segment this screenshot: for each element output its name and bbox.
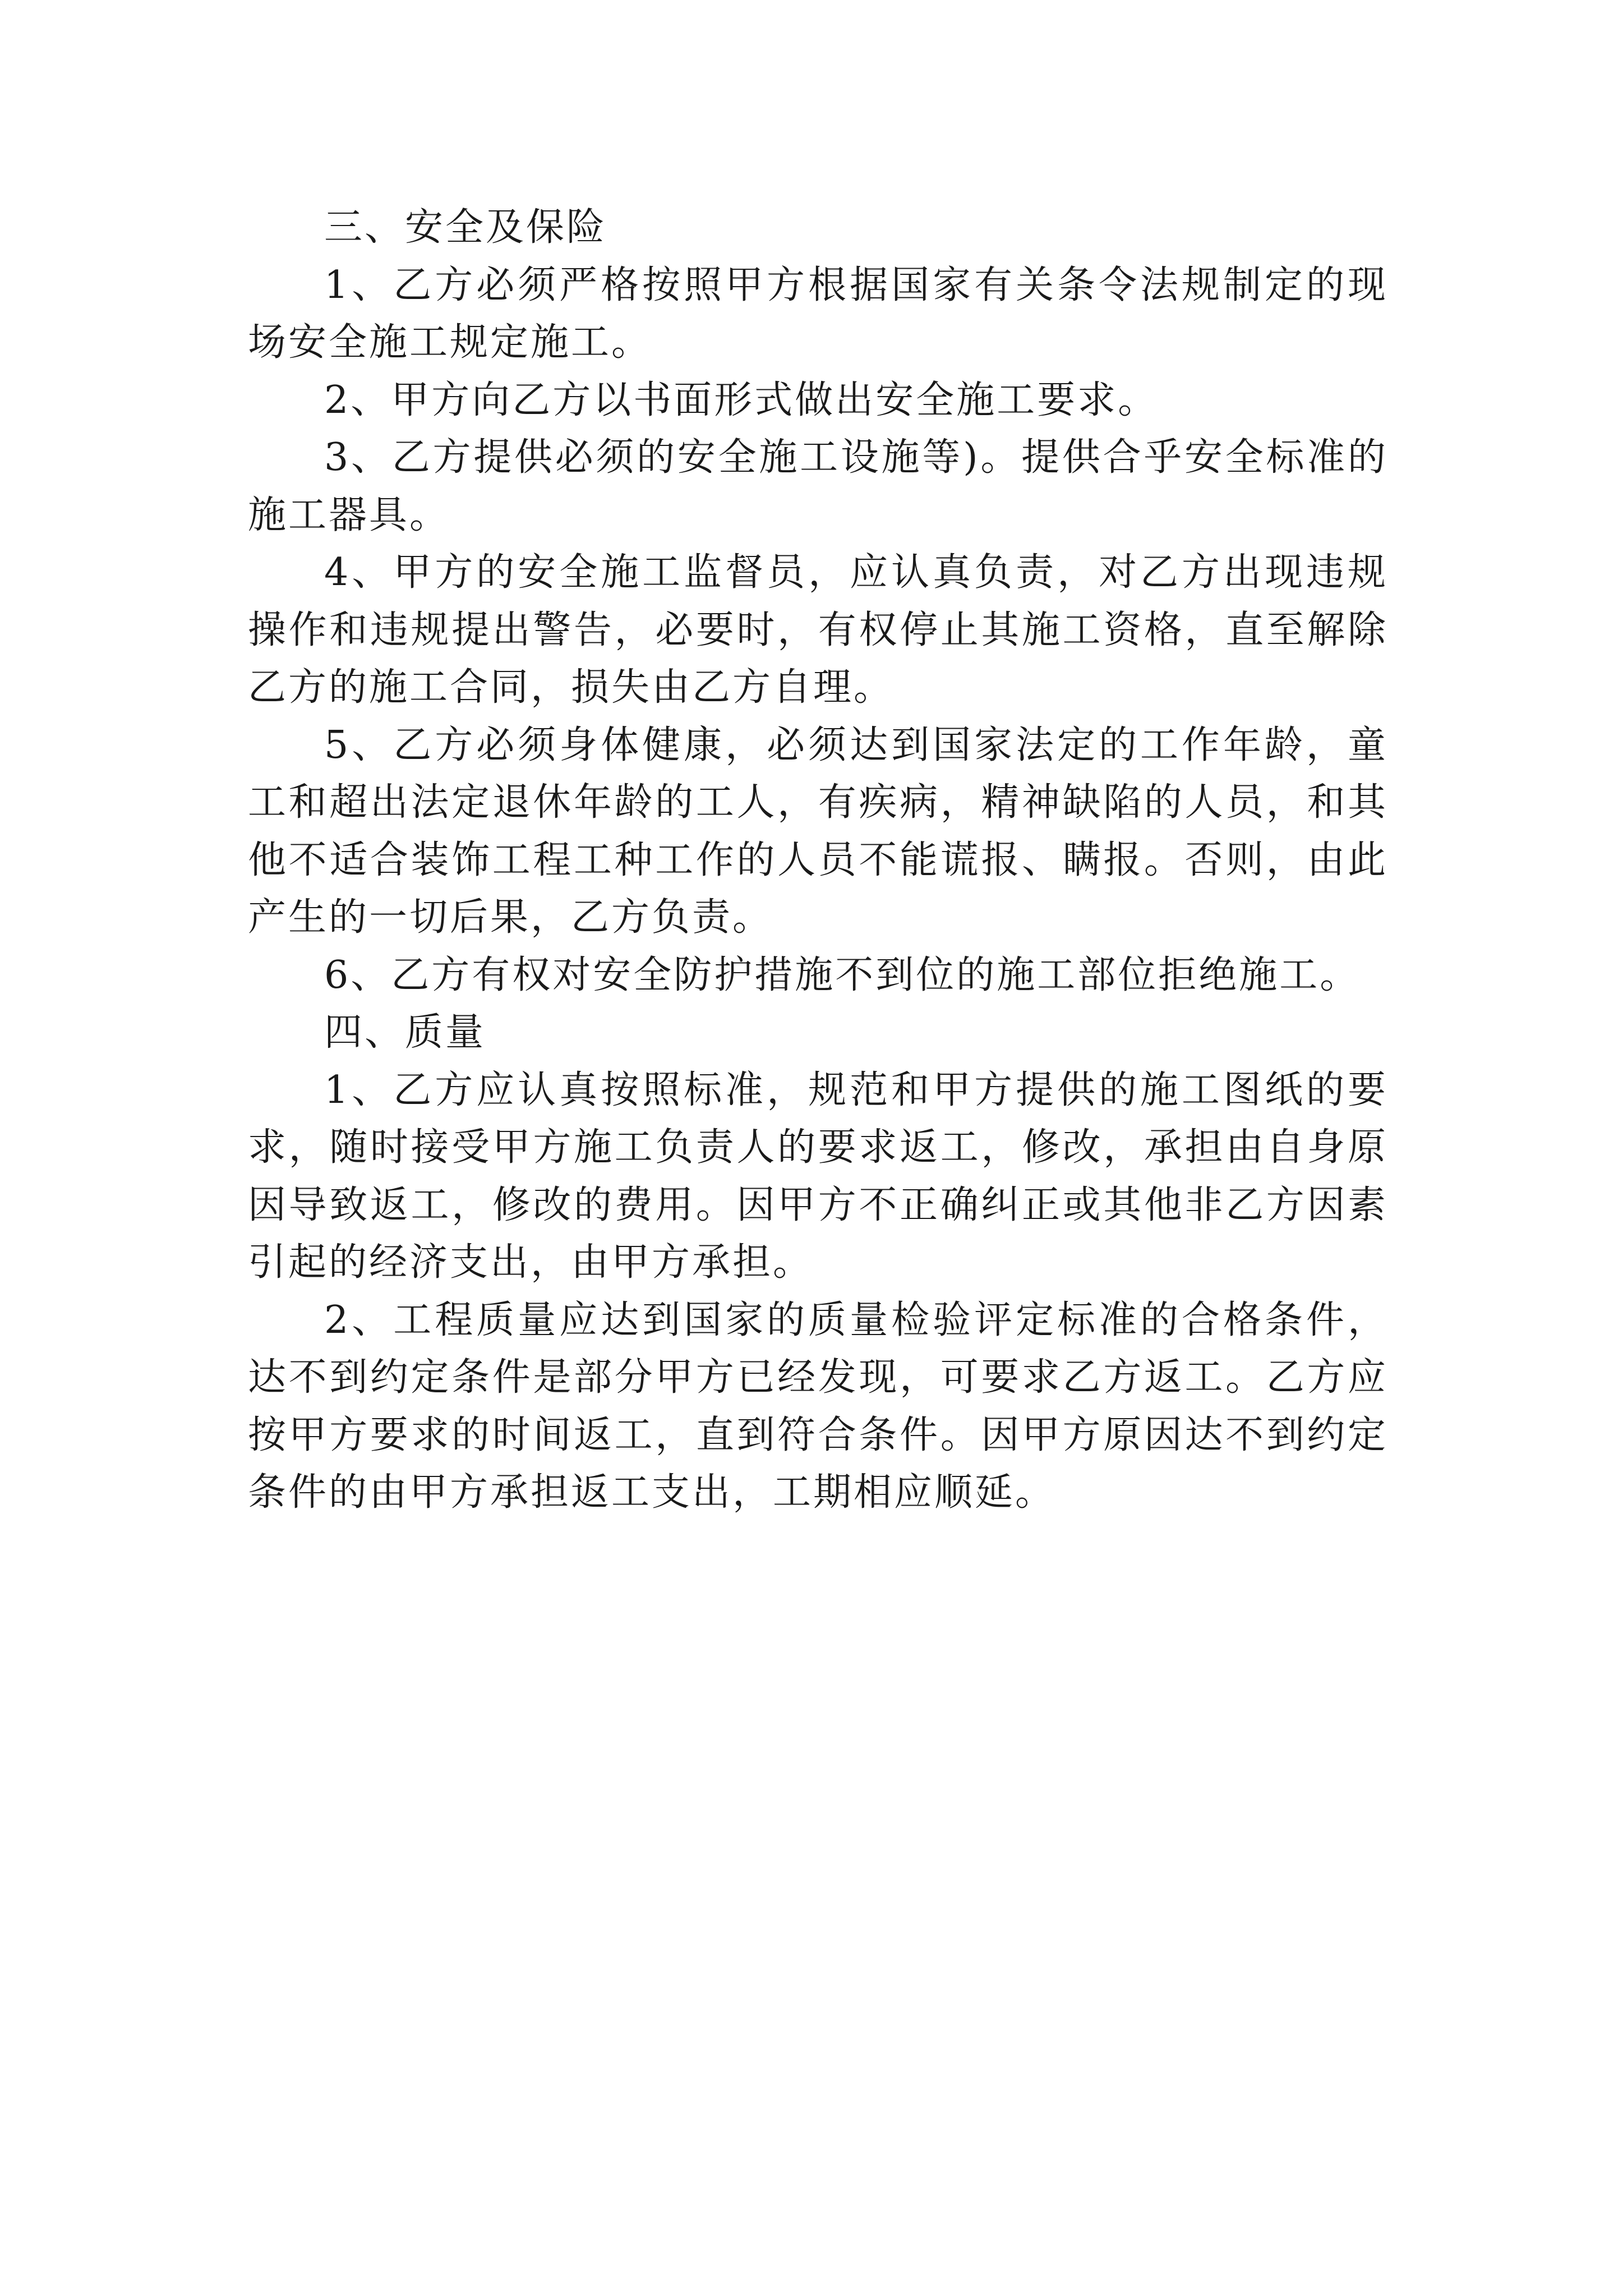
paragraph-safety-3: 3、乙方提供必须的安全施工设施等)。提供合乎安全标准的施工器具。 (248, 435, 1388, 537)
paragraph-safety-4: 4、甲方的安全施工监督员，应认真负责，对乙方出现违规操作和违规提出警告，必要时，有权停止其施工资格，直至解除乙方的施工合同，损失由乙方自理。 (248, 550, 1388, 710)
paragraph-safety-5: 5、乙方必须身体健康，必须达到国家法定的工作年龄，童工和超出法定退休年龄的工人，有疾病，精神缺陷的人员，和其他不适合装饰工程工种工作的人员不能谎报、瞒报。否则，由此产生的一切后果，乙方负责。 (248, 723, 1388, 940)
paragraph-safety-2: 2、甲方向乙方以书面形式做出安全施工要求。 (324, 378, 1159, 422)
paragraph-safety-6: 6、乙方有权对安全防护措施不到位的施工部位拒绝施工。 (324, 953, 1361, 997)
paragraph-safety-1: 1、乙方必须严格按照甲方根据国家有关条令法规制定的现场安全施工规定施工。 (248, 263, 1388, 365)
document-body (248, 199, 1388, 1522)
paragraph-quality-1: 1、乙方应认真按照标准，规范和甲方提供的施工图纸的要求，随时接受甲方施工负责人的要求返工，修改，承担由自身原因导致返工，修改的费用。因甲方不正确纠正或其他非乙方因素引起的经济支出，由甲方承担。 (248, 1068, 1388, 1285)
section-heading-quality: 四、质量 (324, 1010, 486, 1055)
paragraph-quality-2: 2、工程质量应达到国家的质量检验评定标准的合格条件，达不到约定条件是部分甲方已经发现，可要求乙方返工。乙方应按甲方要求的时间返工，直到符合条件。因甲方原因达不到约定条件的由甲方承担返工支出，工期相应顺延。 (248, 1297, 1388, 1515)
section-heading-safety: 三、安全及保险 (324, 205, 607, 250)
